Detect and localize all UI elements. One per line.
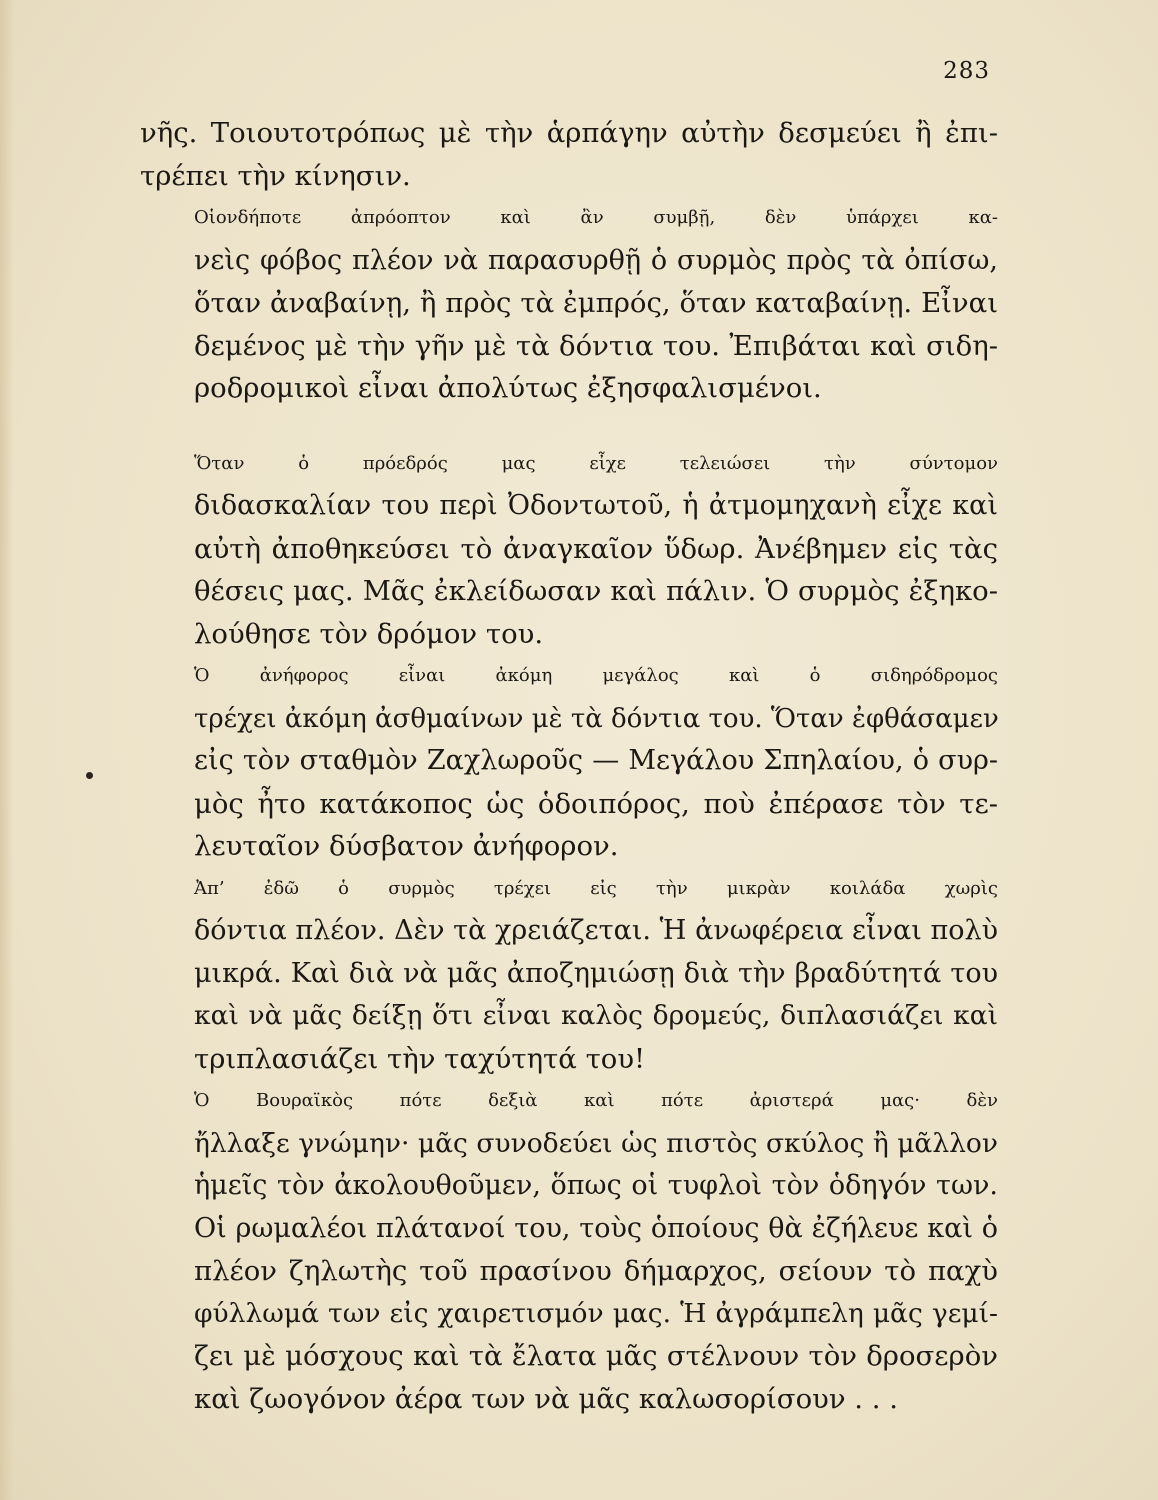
text-line: ἤλλαξε γνώμην· μᾶς συνοδεύει ὡς πιστὸς σκύλος ἢ μᾶλλον <box>194 1127 998 1159</box>
ink-spot <box>86 772 93 779</box>
text-line: λευταῖον δύσβατον ἀνήφορον. <box>194 830 619 862</box>
paragraph-3 <box>140 443 998 656</box>
paragraph-4 <box>140 655 998 868</box>
text-line: τριπλασιάζει τὴν ταχύτητά του! <box>194 1042 646 1075</box>
page-number: 283 <box>943 58 990 84</box>
text-line: λούθησε τὸν δρόμον του. <box>194 617 544 650</box>
paragraph-5 <box>140 868 998 1081</box>
text-line: φύλλωμά των εἰς χαιρετισμόν μας. Ἡ ἀγράμπελη μᾶς γεμί- <box>194 1297 998 1329</box>
paragraph-2 <box>140 197 998 410</box>
text-line: τρέπει τὴν κίνησιν. <box>140 159 411 192</box>
text-line: νεὶς φόβος πλέον νὰ παρασυρθῇ ὁ συρμὸς πρὸς τὰ ὀπίσω, <box>194 244 998 276</box>
text-line: Ὅταν ὁ πρόεδρός μας εἶχε τελειώσει τὴν σύντομον <box>194 452 998 474</box>
text-line: δεμένος μὲ τὴν γῆν μὲ τὰ δόντια του. Ἐπιβάται καὶ σιδη- <box>194 329 998 362</box>
text-line: θέσεις μας. Μᾶς ἐκλείδωσαν καὶ πάλιν. Ὁ συρμὸς ἐξηκο- <box>194 575 998 607</box>
body-text <box>140 112 998 1420</box>
page-gutter-shadow <box>0 0 14 1500</box>
text-line: δόντια πλέον. Δὲν τὰ χρειάζεται. Ἡ ἀνωφέρεια εἶναι πολὺ <box>194 915 998 946</box>
text-line: Ὁ ἀνήφορος εἶναι ἀκόμη μεγάλος καὶ ὁ σιδηρόδρομος <box>194 665 998 686</box>
text-line: μὸς ἦτο κατάκοπος ὡς ὁδοιπόρος, ποὺ ἐπέρασε τὸν τε- <box>194 787 998 820</box>
text-line: Ἀπ’ ἐδῶ ὁ συρμὸς τρέχει εἰς τὴν μικρὰν κοιλάδα χωρὶς <box>194 877 998 899</box>
paragraph-1 <box>140 112 998 197</box>
text-line: διδασκαλίαν του περὶ Ὀδοντωτοῦ, ἡ ἀτμομηχανὴ εἶχε καὶ <box>194 490 998 521</box>
text-line: καὶ νὰ μᾶς δείξῃ ὅτι εἶναι καλὸς δρομεύς, διπλασιάζει καὶ <box>194 1000 998 1031</box>
text-line: εἰς τὸν σταθμὸν Ζαχλωροῦς — Μεγάλου Σπηλαίου, ὁ συρ- <box>194 745 998 776</box>
text-line: νῆς. Τοιουτοτρόπως μὲ τὴν ἁρπάγην αὐτὴν δεσμεύει ἢ ἐπι- <box>140 117 998 149</box>
text-line: Οἱονδήποτε ἀπρόοπτον καὶ ἂν συμβῇ, δὲν ὑπάρχει κα- <box>194 207 998 228</box>
text-line: ροδρομικοὶ εἶναι ἀπολύτως ἐξησφαλισμένοι. <box>194 372 822 404</box>
text-line: καὶ ζωογόνον ἀέρα των νὰ μᾶς καλωσορίσουν . . . <box>194 1382 899 1415</box>
text-line: τρέχει ἀκόμη ἀσθμαίνων μὲ τὰ δόντια του. Ὅταν ἐφθάσαμεν <box>194 703 999 734</box>
text-line: Οἱ ρωμαλέοι πλάτανοί του, τοὺς ὁποίους θὰ ἐζήλευε καὶ ὁ <box>194 1212 998 1244</box>
text-line: ἡμεῖς τὸν ἀκολουθοῦμεν, ὅπως οἱ τυφλοὶ τὸν ὁδηγόν των. <box>194 1170 998 1201</box>
text-line: αὐτὴ ἀποθηκεύσει τὸ ἀναγκαῖον ὕδωρ. Ἀνέβημεν εἰς τὰς <box>194 532 998 565</box>
text-line: ὅταν ἀναβαίνῃ, ἢ πρὸς τὰ ἐμπρός, ὅταν καταβαίνῃ. Εἶναι <box>194 287 998 319</box>
text-line: πλέον ζηλωτὴς τοῦ πρασίνου δήμαρχος, σείουν τὸ παχὺ <box>194 1255 998 1287</box>
paragraph-6 <box>140 1080 998 1420</box>
text-line: Ὁ Βουραϊκὸς πότε δεξιὰ καὶ πότε ἀριστερά μας· δὲν <box>194 1090 998 1111</box>
text-line: μικρά. Καὶ διὰ νὰ μᾶς ἀποζημιώσῃ διὰ τὴν βραδύτητά του <box>194 957 998 989</box>
text-line: ζει μὲ μόσχους καὶ τὰ ἔλατα μᾶς στέλνουν τὸν δροσερὸν <box>194 1340 998 1372</box>
